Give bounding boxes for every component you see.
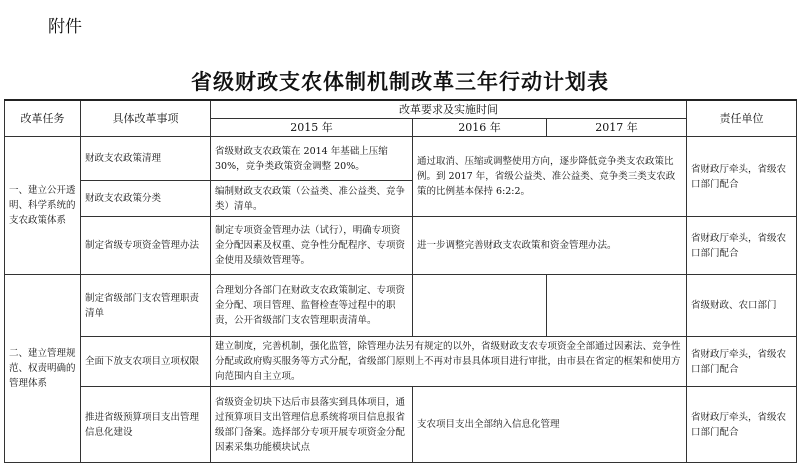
task-cell: 一、建立公开透明、科学系统的支农政策体系 [5, 137, 81, 275]
header-year-2015: 2015 年 [211, 119, 413, 137]
plan-2015-cell: 合理划分各部门在财政支农政策制定、专项资金分配、项目管理、监督检查等过程中的职责，公开省级部门支农管理职责清单。 [211, 275, 413, 337]
plan-2016-2017-cell: 支农项目支出全部纳入信息化管理 [413, 387, 687, 463]
table-row [5, 275, 797, 337]
plan-2017-cell [547, 275, 687, 337]
plan-2016-2017-cell: 进一步调整完善财政支农政策和资金管理办法。 [413, 217, 687, 275]
plan-2016-cell [413, 275, 547, 337]
plan-2015-cell: 编制财政支农政策（公益类、准公益类、竞争类）清单。 [211, 181, 413, 217]
document-title: 省级财政支农体制机制改革三年行动计划表 [191, 69, 609, 94]
header-responsible: 责任单位 [687, 100, 797, 137]
item-cell: 财政支农政策分类 [81, 181, 211, 217]
item-cell: 推进省级预算项目支出管理信息化建设 [81, 387, 211, 463]
responsible-cell: 省财政厅牵头，省级农口部门配合 [687, 137, 797, 217]
responsible-cell: 省财政厅牵头，省级农口部门配合 [687, 387, 797, 463]
item-cell: 制定省级专项资金管理办法 [81, 217, 211, 275]
header-task: 改革任务 [5, 100, 81, 137]
header-requirement: 改革要求及实施时间 [211, 100, 687, 119]
attachment-label: 附件 [48, 17, 82, 37]
plan-2015-cell: 省级资金切块下达后市县落实到具体项目，通过预算项目支出管理信息系统将项目信息报省级部门备案。选择部分专项开展专项资金分配因素采集功能模块试点 [211, 387, 413, 463]
header-year-2017: 2017 年 [547, 119, 687, 137]
plan-merged-cell: 建立制度，完善机制，强化监管，除管理办法另有规定的以外，省级财政支农专项资金全部通过因素法、竞争性分配或政府购买服务等方式分配，省级部门原则上不再对市县具体项目进行审批，由市县在省定的框架和使用方向范围内自主立项。 [211, 337, 687, 387]
plan-2015-cell: 省级财政支农政策在 2014 年基础上压缩 30%，竞争类政策资金调整 20%。 [211, 137, 413, 181]
header-item: 具体改革事项 [81, 100, 211, 137]
item-cell: 全面下放支农项目立项权限 [81, 337, 211, 387]
header-year-2016: 2016 年 [413, 119, 547, 137]
table-row [5, 337, 797, 387]
plan-2015-cell: 制定专项资金管理办法（试行），明确专项资金分配因素及权重、竞争性分配程序、专项资金使用及绩效管理等。 [211, 217, 413, 275]
responsible-cell: 省财政厅牵头，省级农口部门配合 [687, 217, 797, 275]
table-row [5, 137, 797, 181]
reform-plan-table [4, 99, 797, 463]
responsible-cell: 省级财政、农口部门 [687, 275, 797, 337]
table-row [5, 217, 797, 275]
task-cell: 二、建立管理规范、权责明确的管理体系 [5, 275, 81, 463]
responsible-cell: 省财政厅牵头，省级农口部门配合 [687, 337, 797, 387]
item-cell: 财政支农政策清理 [81, 137, 211, 181]
plan-2016-2017-cell: 通过取消、压缩或调整使用方向，逐步降低竞争类支农政策比例。到 2017 年，省级公益类、准公益类、竞争类三类支农政策的比例基本保持 6:2:2。 [413, 137, 687, 217]
item-cell: 制定省级部门支农管理职责清单 [81, 275, 211, 337]
table-row [5, 387, 797, 463]
